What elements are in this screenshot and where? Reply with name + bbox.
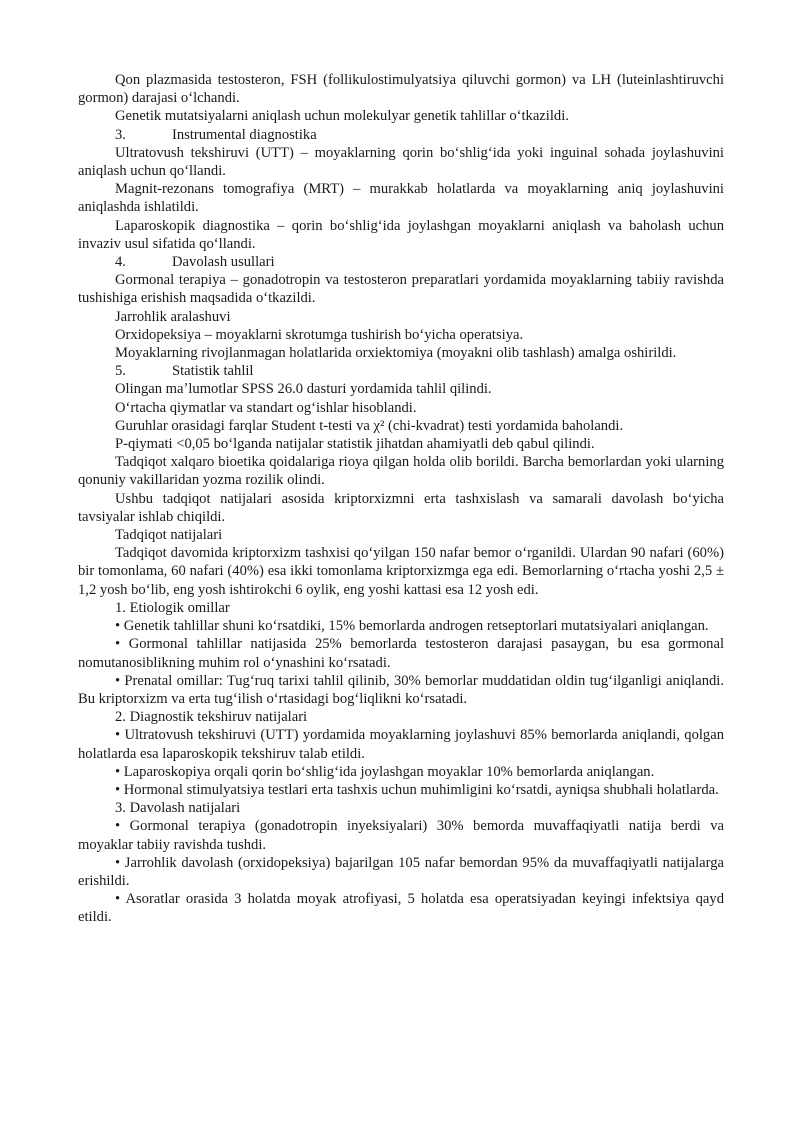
document-page <box>78 71 724 927</box>
paragraph: 2. Diagnostik tekshiruv natijalari <box>115 709 308 726</box>
paragraph: Ushbu tadqiqot natijalari asosida kriptorxizmni erta tashxislash va samarali davolash boʻyicha tavsiyalar ishlab chiqildi. <box>78 490 724 525</box>
paragraph: 1. Etiologik omillar <box>115 599 230 616</box>
paragraph: Genetik mutatsiyalarni aniqlash uchun molekulyar genetik tahlillar oʻtkazildi. <box>115 108 569 125</box>
paragraph: • Jarrohlik davolash (orxidopeksiya) bajarilgan 105 nafar bemordan 95% da muvaffaqiyatli natijalarga erishildi. <box>78 854 724 889</box>
paragraph: • Gormonal tahlillar natijasida 25% bemorlarda testosteron darajasi pasaygan, bu esa gormonal nomutanosiblikning muhim rol oʻynashini koʻrsatadi. <box>78 636 724 671</box>
section-heading <box>78 126 724 144</box>
paragraph: Magnit-rezonans tomografiya (MRT) – murakkab holatlarda va moyaklarning aniq joylashuvini aniqlashda ishlatildi. <box>78 181 724 216</box>
section-title: Davolash usullari <box>172 254 275 271</box>
section-number: 3. <box>115 126 126 143</box>
paragraph: Tadqiqot davomida kriptorxizm tashxisi qoʻyilgan 150 nafar bemor oʻrganildi. Ulardan 90 nafari (60%) bir tomonlama, 60 nafari (40%) esa ikki tomonlama kriptorxizmga ega edi. Bemorlarning oʻrtacha yoshi 2,5 ± 1,2 yosh boʻlib, eng yosh ishtirokchi 6 oylik, eng yoshi kattasi esa 12 yosh edi. <box>78 545 724 598</box>
paragraph: Olingan maʼlumotlar SPSS 26.0 dasturi yordamida tahlil qilindi. <box>115 381 492 398</box>
section-number: 4. <box>115 254 126 271</box>
paragraph: • Ultratovush tekshiruvi (UTT) yordamida moyaklarning joylashuvi 85% bemorlarda aniqlandi, qolgan holatlarda esa laparoskopik tekshiruv talab etildi. <box>78 727 724 762</box>
paragraph: Tadqiqot xalqaro bioetika qoidalariga rioya qilgan holda olib borildi. Barcha bemorlardan yoki ularning qonuniy vakillaridan yozma rozilik olindi. <box>78 454 724 489</box>
paragraph: Qon plazmasida testosteron, FSH (follikulostimulyatsiya qiluvchi gormon) va LH (luteinlashtiruvchi gormon) darajasi oʻlchandi. <box>78 72 724 107</box>
paragraph: Laparoskopik diagnostika – qorin boʻshligʻida joylashgan moyaklarni aniqlash va baholash uchun invaziv usul sifatida qoʻllandi. <box>78 217 724 252</box>
paragraph: 3. Davolash natijalari <box>115 800 241 817</box>
paragraph: Ultratovush tekshiruvi (UTT) – moyaklarning qorin boʻshligʻida yoki inguinal sohada joylashuvini aniqlash uchun qoʻllandi. <box>78 144 724 180</box>
paragraph: Tadqiqot natijalari <box>115 527 223 544</box>
paragraph: Jarrohlik aralashuvi <box>115 308 231 325</box>
section-heading <box>78 253 724 271</box>
paragraph: • Prenatal omillar: Tugʻruq tarixi tahlil qilinib, 30% bemorlar muddatidan oldin tugʻilganligi aniqlandi. Bu kriptorxizm va erta tugʻilish oʻrtasidagi bogʻliqlikni koʻrsatadi. <box>78 672 724 707</box>
paragraph: • Asoratlar orasida 3 holatda moyak atrofiyasi, 5 holatda esa operatsiyadan keyingi infektsiya qayd etildi. <box>78 891 724 926</box>
paragraph: Oʻrtacha qiymatlar va standart ogʻishlar hisoblandi. <box>115 399 417 416</box>
section-title: Instrumental diagnostika <box>172 126 317 143</box>
paragraph: Orxidopeksiya – moyaklarni skrotumga tushirish boʻyicha operatsiya. <box>115 326 524 343</box>
paragraph: • Genetik tahlillar shuni koʻrsatdiki, 15% bemorlarda androgen retseptorlari mutatsiyalari aniqlangan. <box>115 618 709 635</box>
paragraph: • Gormonal terapiya (gonadotropin inyeksiyalari) 30% bemorda muvaffaqiyatli natija berdi va moyaklar tabiiy ravishda tushdi. <box>78 818 724 853</box>
section-heading <box>78 362 724 380</box>
paragraph: P-qiymati <0,05 boʻlganda natijalar statistik jihatdan ahamiyatli deb qabul qilindi. <box>115 436 595 453</box>
section-title: Statistik tahlil <box>172 363 254 380</box>
paragraph: • Laparoskopiya orqali qorin boʻshligʻida joylashgan moyaklar 10% bemorlarda aniqlangan. <box>115 763 655 780</box>
paragraph: • Hormonal stimulyatsiya testlari erta tashxis uchun muhimligini koʻrsatdi, ayniqsa shubhali holatlarda. <box>115 781 719 798</box>
paragraph: Guruhlar orasidagi farqlar Student t-testi va χ² (chi-kvadrat) testi yordamida baholandi. <box>115 417 624 434</box>
paragraph: Moyaklarning rivojlanmagan holatlarida orxiektomiya (moyakni olib tashlash) amalga oshirildi. <box>115 345 677 362</box>
paragraph: Gormonal terapiya – gonadotropin va testosteron preparatlari yordamida moyaklarning tabiiy ravishda tushishiga erishish maqsadida oʻtkazildi. <box>78 272 724 307</box>
section-number: 5. <box>115 363 126 380</box>
